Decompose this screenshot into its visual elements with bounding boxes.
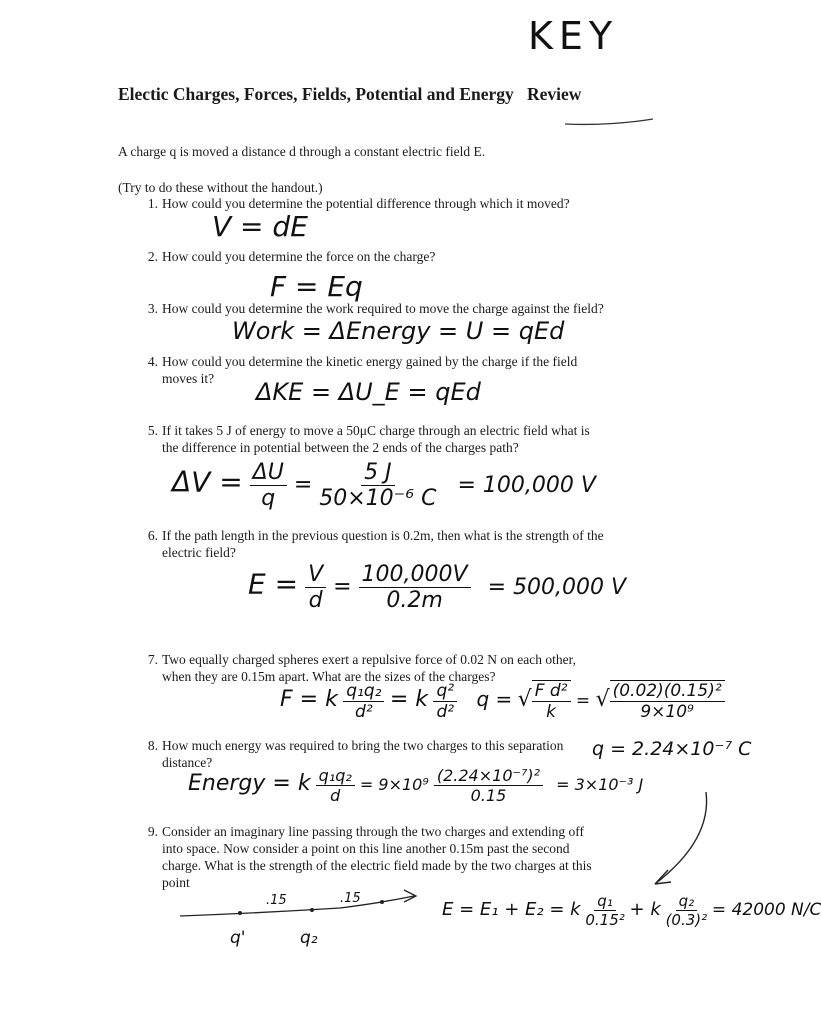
sketch-charge-2: q₂: [300, 928, 318, 948]
sketch-distance-1: .15: [266, 893, 287, 908]
answer-1: V = dE: [212, 210, 308, 243]
question-7: 7. Two equally charged spheres exert a repulsive force of 0.02 N on each other, when they are 0.15m apart. What are the sizes of the charges?: [147, 652, 576, 684]
question-2: 2. How could you determine the force on the charge?: [147, 249, 436, 264]
intro-text: A charge q is moved a distance d through a constant electric field E.: [118, 144, 486, 159]
answer-5: ΔV = $\frac{\Delta U}{q}$ = $\frac{5 J}{\text{50×10⁻⁶ C}}$ = 100,000 V: [172, 460, 596, 511]
question-6: 6. If the path length in the previous question is 0.2m, then what is the strength of the electric field?: [147, 528, 604, 560]
answer-4: ΔKE = ΔU_E = qEd: [256, 378, 481, 406]
question-9: 9. Consider an imaginary line passing through the two charges and extending off into space. Now consider a point on this line another 0.15m past the second charge. What is the strength of the electric field made by the two charges at this point: [147, 824, 592, 890]
key-mark: KEY: [528, 14, 619, 58]
question-4: 4. How could you determine the kinetic energy gained by the charge if the field moves it?: [147, 354, 578, 386]
question-3: 3. How could you determine the work required to move the charge against the field?: [147, 301, 604, 316]
answer-8-q: q = 2.24×10⁻⁷ C: [592, 738, 752, 760]
answer-9: E = E₁ + E₂ = k $\frac{\text{q₁}}{\text{0.15²}}$ + k $\frac{\text{q₂}}{\text{(0.3)²}}$ = 42000 N/C: [442, 892, 821, 929]
question-1: 1. How could you determine the potential difference through which it moved?: [147, 196, 570, 211]
answer-2: F = Eq: [270, 270, 363, 303]
title-review: Review: [526, 84, 582, 104]
question-8: 8. How much energy was required to bring the two charges to this separation distance?: [147, 738, 564, 770]
answer-8: Energy = k $\frac{\text{q₁q₂}}{d}$ = 9×10⁹ $\frac{\text{(2.24×10⁻⁷)²}}{0.15}$ = 3×10⁻³ J: [188, 766, 644, 805]
answer-3: Work = ΔEnergy = U = qEd: [232, 317, 565, 345]
instruction-text: (Try to do these without the handout.): [118, 180, 323, 195]
question-5: 5. If it takes 5 J of energy to move a 50μC charge through an electric field what is the difference in potential between the 2 ends of the charges path?: [147, 423, 590, 455]
title-text: Electic Charges, Forces, Fields, Potential and Energy: [118, 84, 514, 104]
answer-7: F = k $\frac{\text{q₁q₂}}{\text{d²}}$ = k $\frac{\text{q²}}{\text{d²}}$ q = √ $\frac{\text{F d²}}{k}$ = √ $\frac{\text{(0.02)(0.15)²}}{\text{9×10⁹}}$: [280, 680, 725, 722]
sketch-charge-1: q': [230, 928, 246, 948]
answer-6: E = $\frac{V}{d}$ = $\frac{100,000V}{0.2m}$ = 500,000 V: [248, 562, 627, 613]
sketch-distance-2: .15: [340, 891, 361, 906]
